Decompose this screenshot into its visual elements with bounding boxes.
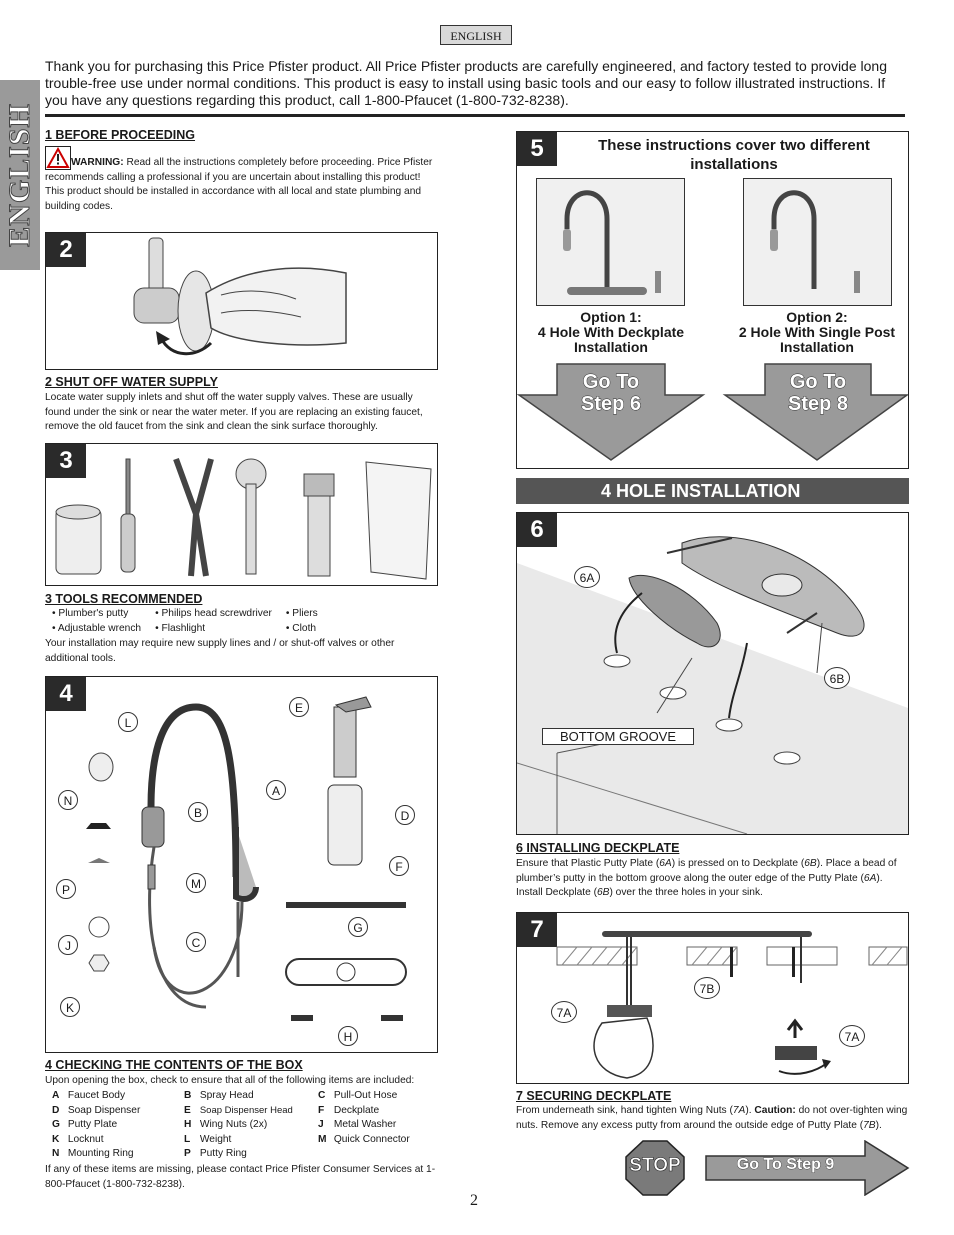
part-label-f: F xyxy=(389,856,409,876)
step2-title: 2 SHUT OFF WATER SUPPLY xyxy=(45,375,218,389)
part-label-b: B xyxy=(188,802,208,822)
part-label-d: D xyxy=(395,805,415,825)
step7-text: From underneath sink, hand tighten Wing Nuts (7A). Caution: do not over-tighten wing nuts. Remove any excess putty from around the outside edge of Putty Plate (7B). xyxy=(516,1105,908,1131)
part-item: J Metal Washer xyxy=(318,1119,397,1130)
step3-figure xyxy=(45,443,438,586)
language-badge: ENGLISH xyxy=(440,25,512,45)
part-item: D Soap Dispenser xyxy=(52,1104,141,1116)
part-label-c: C xyxy=(186,932,206,952)
wing-nut-illustration xyxy=(517,913,908,1083)
side-tab-label: ENGLISH xyxy=(3,103,36,247)
part-label-e: E xyxy=(289,697,309,717)
step7-number: 7 xyxy=(517,913,557,947)
label-6a: 6A xyxy=(574,566,600,588)
step6-number: 6 xyxy=(517,513,557,547)
tool-item: • Pliers xyxy=(285,608,318,619)
part-label-h: H xyxy=(338,1026,358,1046)
part-item: L Weight xyxy=(184,1133,232,1145)
wrench-icon xyxy=(236,459,266,574)
tools-illustration xyxy=(46,444,437,585)
parts-row xyxy=(52,1104,424,1119)
step4-number: 4 xyxy=(46,677,86,711)
tools-row xyxy=(52,607,332,622)
part-item: E Soap Dispenser Head xyxy=(184,1104,293,1116)
option1-text: Option 1: 4 Hole With Deckplate Installation xyxy=(537,309,685,355)
warning-icon xyxy=(45,146,71,170)
part-label-g: G xyxy=(348,917,368,937)
parts-row xyxy=(52,1089,424,1104)
step2-figure xyxy=(45,232,438,370)
part-item xyxy=(318,1147,424,1162)
pliers-icon xyxy=(176,459,211,576)
option2-text: Option 2: 2 Hole With Single Post Installation xyxy=(738,309,896,355)
box-contents-illustration xyxy=(46,677,437,1052)
step6-text: Ensure that Plastic Putty Plate (6A) is pressed on to Deckplate (6B). Place a bead of plumber’s putty in the bottom groove along the outer edge of the Putty Plate (6A). Install Deckplate (6B) over the three holes in your sink. xyxy=(516,858,897,898)
stop-label: STOP xyxy=(629,1155,681,1176)
goto-step8-button[interactable]: Go To Step 8 xyxy=(787,371,849,415)
step4-outro: If any of these items are missing, please contact Price Pfister Consumer Services at 1-800-Pfaucet (1-800-732-8238). xyxy=(45,1164,436,1190)
step3-note: Your installation may require new supply lines and / or shut-off valves or other additional tools. xyxy=(45,638,395,664)
putty-jar-icon xyxy=(56,505,101,574)
part-label-j: J xyxy=(58,935,78,955)
step7-title: 7 SECURING DECKPLATE xyxy=(516,1089,672,1103)
warning-label: WARNING: xyxy=(71,157,124,168)
part-item: B Spray Head xyxy=(184,1090,254,1101)
tool-item: • Flashlight xyxy=(155,622,206,634)
part-item: P Putty Ring xyxy=(184,1148,247,1159)
part-label-a: A xyxy=(266,780,286,800)
parts-row xyxy=(52,1133,424,1148)
faucet-deckplate-icon xyxy=(537,179,684,305)
step6-title: 6 INSTALLING DECKPLATE xyxy=(516,841,680,855)
four-hole-installation-band: 4 HOLE INSTALLATION xyxy=(516,478,909,504)
part-label-k: K xyxy=(60,997,80,1017)
goto-step9-button[interactable]: Go To Step 9 xyxy=(736,1156,835,1173)
part-label-m: M xyxy=(186,873,206,893)
part-item: G Putty Plate xyxy=(52,1119,118,1130)
step3-title: 3 TOOLS RECOMMENDED xyxy=(45,592,203,606)
step4-intro: Upon opening the box, check to ensure that all of the following items are included: xyxy=(45,1075,415,1086)
step1-warning xyxy=(45,146,440,214)
part-item: A Faucet Body xyxy=(52,1090,126,1101)
part-item: K Locknut xyxy=(52,1133,104,1145)
label-7a-left: 7A xyxy=(551,1001,577,1023)
header-divider xyxy=(45,114,905,117)
step7-figure xyxy=(516,912,909,1084)
tools-list xyxy=(52,607,332,636)
option1-image xyxy=(536,178,685,306)
warning-text: Read all the instructions completely before proceeding. Price Pfister recommends calling a professional if you are uncertain about installing this product! This product should be installed in accordance with all local and state plumbing and building codes. xyxy=(45,157,433,212)
label-7b: 7B xyxy=(694,977,720,999)
step5-figure xyxy=(516,131,909,469)
part-label-p: P xyxy=(56,879,76,899)
part-item: M Quick Connector xyxy=(318,1133,410,1145)
label-7a-right: 7A xyxy=(839,1025,865,1047)
part-item: F Deckplate xyxy=(318,1104,380,1116)
page-number: 2 xyxy=(470,1192,478,1209)
label-6b: 6B xyxy=(824,667,850,689)
shutoff-valve-illustration xyxy=(46,233,437,369)
deckplate-illustration xyxy=(517,513,908,834)
parts-row xyxy=(52,1147,424,1162)
tool-item: • Plumber's putty xyxy=(52,608,129,619)
faucet-single-post-icon xyxy=(744,179,891,305)
option2-image xyxy=(743,178,892,306)
parts-list xyxy=(52,1089,424,1162)
part-item: C Pull-Out Hose xyxy=(318,1090,398,1101)
goto-step6-button[interactable]: Go To Step 6 xyxy=(580,371,642,415)
part-item: H Wing Nuts (2x) xyxy=(184,1119,268,1130)
step6-figure xyxy=(516,512,909,835)
step2-text: Locate water supply inlets and shut off the water supply valves. These are usually found under the sink or near the water meter. If you are replacing an existing faucet, remove the old faucet from the sink and clean the sink surface thoroughly. xyxy=(45,392,423,432)
tool-item: • Adjustable wrench xyxy=(52,622,142,634)
part-label-n: N xyxy=(58,790,78,810)
step5-heading: These instructions cover two different installations xyxy=(598,137,870,173)
step1-title: 1 BEFORE PROCEEDING xyxy=(45,128,196,142)
cloth-icon xyxy=(366,462,431,579)
intro-paragraph: Thank you for purchasing this Price Pfister product. All Price Pfister products are carefully engineered, and factory tested to provide long trouble-free use under normal conditions. This product is easy to install using basic tools and our easy to follow illustrated instructions. If you have any questions regarding this product, call 1-800-Pfaucet (1-800-732-8238). xyxy=(45,58,887,108)
part-label-l: L xyxy=(118,712,138,732)
bottom-groove-label: BOTTOM GROOVE xyxy=(542,728,694,745)
step3-number: 3 xyxy=(46,444,86,478)
part-item: N Mounting Ring xyxy=(52,1148,134,1159)
parts-row xyxy=(52,1118,424,1133)
tool-item: • Cloth xyxy=(285,622,317,634)
side-language-tab xyxy=(0,80,40,270)
step2-number: 2 xyxy=(46,233,86,267)
step4-figure xyxy=(45,676,438,1053)
screwdriver-icon xyxy=(121,459,135,572)
tool-item: • Philips head screwdriver xyxy=(155,608,272,619)
flashlight-icon xyxy=(304,474,334,576)
step4-title: 4 CHECKING THE CONTENTS OF THE BOX xyxy=(45,1058,303,1072)
step5-number: 5 xyxy=(517,132,557,166)
tools-row xyxy=(52,622,332,637)
